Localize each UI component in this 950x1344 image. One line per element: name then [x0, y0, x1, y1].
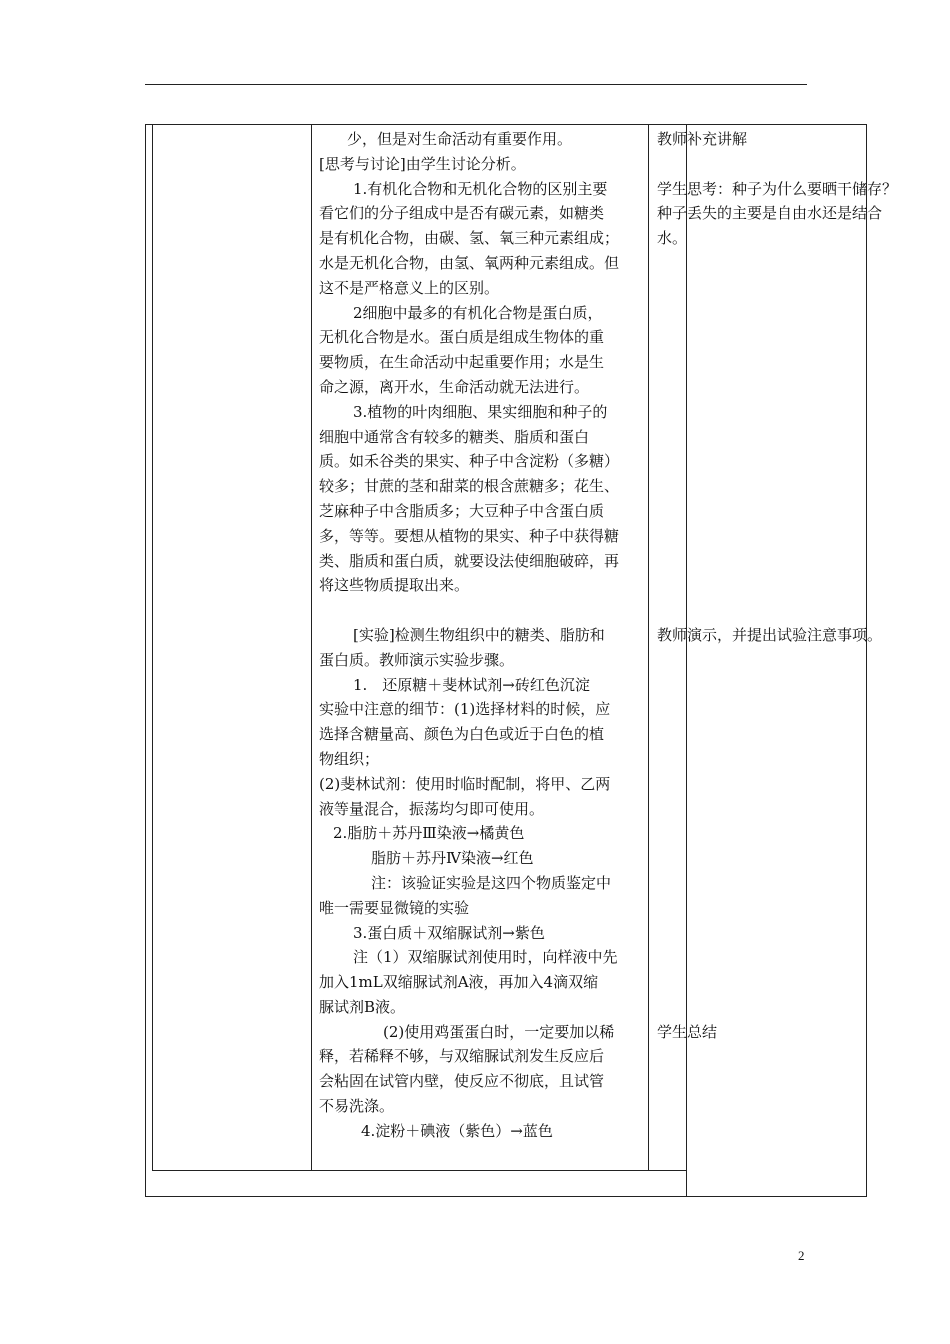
- note-line: [657, 722, 927, 747]
- content-line: 要物质，在生命活动中起重要作用；水是生: [319, 353, 605, 372]
- note-line: [657, 747, 927, 772]
- note-line: [657, 846, 927, 871]
- content-line: 3.蛋白质＋双缩脲试剂→紫色: [353, 923, 545, 942]
- note-line: 水。: [657, 229, 688, 248]
- content-line: 1. 还原糖＋斐林试剂→砖红色沉淀: [353, 675, 590, 694]
- column-divider-2: [648, 124, 649, 1171]
- note-line: [657, 549, 927, 574]
- content-line: 唯一需要显微镜的实验: [319, 898, 470, 917]
- note-line: [657, 474, 927, 499]
- activity-notes-column: [657, 127, 927, 1044]
- content-line: 实验中注意的细节：(1)选择材料的时候，应: [319, 700, 611, 719]
- content-line: 少，但是对生命活动有重要作用。: [347, 130, 573, 148]
- note-line: [657, 871, 927, 896]
- note-line: [657, 697, 927, 722]
- content-line: 命之源，离开水，生命活动就无法进行。: [319, 377, 590, 396]
- content-line: 释，若稀释不够，与双缩脲试剂发生反应后: [319, 1047, 605, 1066]
- note-line: [657, 325, 927, 350]
- content-line: 类、脂质和蛋白质，就要设法使细胞破碎，再: [319, 551, 620, 570]
- content-line: 是有机化合物，由碳、氢、氧三种元素组成；: [319, 229, 620, 248]
- content-line: 加入1mL双缩脲试剂A液，再加入4滴双缩: [319, 973, 599, 992]
- content-line: 液等量混合，振荡均匀即可使用。: [319, 799, 545, 818]
- content-line: 较多；甘蔗的茎和甜菜的根含蔗糖多；花生、: [319, 477, 620, 496]
- note-line: [657, 276, 927, 301]
- content-line: 2.脂肪＋苏丹Ⅲ染液→橘黄色: [333, 824, 525, 843]
- content-line: 不易洗涤。: [319, 1097, 395, 1116]
- note-line: [657, 598, 927, 623]
- note-line: [657, 449, 927, 474]
- note-line: [657, 425, 927, 450]
- column-divider-1: [311, 124, 312, 1171]
- note-line: [657, 301, 927, 326]
- content-line: 脲试剂B液。: [319, 997, 406, 1016]
- note-line: [657, 573, 927, 598]
- note-line: [657, 524, 927, 549]
- note-line: [657, 152, 927, 177]
- note-line: [657, 375, 927, 400]
- header-rule: [145, 84, 807, 85]
- content-line: 选择含糖量高、颜色为白色或近于白色的植: [319, 725, 605, 744]
- content-line: 看它们的分子组成中是否有碳元素，如糖类: [319, 204, 605, 223]
- page-number: 2: [798, 1248, 805, 1263]
- inner-border-bottom: [152, 1170, 687, 1171]
- content-line: 水是无机化合物，由氢、氧两种元素组成。但: [319, 253, 620, 272]
- content-line: 这不是严格意义上的区别。: [319, 278, 500, 297]
- teaching-content-column: [319, 127, 641, 1144]
- note-line: [657, 673, 927, 698]
- note-line: [657, 896, 927, 921]
- note-line: [657, 821, 927, 846]
- note-line: [657, 945, 927, 970]
- content-line: 物组织；: [319, 749, 380, 768]
- content-line: [实验]检测生物组织中的糖类、脂肪和: [353, 625, 605, 644]
- note-line: [657, 970, 927, 995]
- content-line: [思考与讨论]由学生讨论分析。: [319, 154, 526, 173]
- content-line: 1.有机化合物和无机化合物的区别主要: [353, 179, 608, 198]
- note-line: [657, 251, 927, 276]
- note-line: [657, 921, 927, 946]
- note-line: 学生思考：种子为什么要晒干储存？: [657, 179, 898, 198]
- content-line: 3.植物的叶肉细胞、果实细胞和种子的: [353, 402, 608, 421]
- note-line: 教师补充讲解: [657, 130, 748, 148]
- note-line: 学生总结: [657, 1022, 718, 1041]
- content-line: 2细胞中最多的有机化合物是蛋白质，: [353, 303, 603, 322]
- table-border-top: [145, 124, 867, 125]
- note-line: [657, 400, 927, 425]
- note-line: [657, 772, 927, 797]
- table-border-bottom: [145, 1196, 867, 1197]
- note-line: [657, 995, 927, 1020]
- content-line: 4.淀粉＋碘液（紫色）→蓝色: [361, 1121, 553, 1140]
- content-line: 质。如禾谷类的果实、种子中含淀粉（多糖）: [319, 452, 620, 471]
- note-line: 教师演示，并提出试验注意事项。: [657, 625, 883, 644]
- content-line: (2)使用鸡蛋蛋白时，一定要加以稀: [383, 1022, 615, 1041]
- content-line: 蛋白质。教师演示实验步骤。: [319, 650, 515, 669]
- content-line: (2)斐林试剂：使用时临时配制，将甲、乙两: [319, 774, 611, 793]
- content-line: 会粘固在试管内壁，使反应不彻底，且试管: [319, 1072, 605, 1091]
- content-line: 无机化合物是水。蛋白质是组成生物体的重: [319, 328, 605, 347]
- table-border-left: [145, 124, 146, 1197]
- note-line: [657, 499, 927, 524]
- content-line: 脂肪＋苏丹Ⅳ染液→红色: [371, 849, 534, 868]
- inner-border-left: [152, 124, 153, 1171]
- content-line: 注（1）双缩脲试剂使用时，向样液中先: [353, 948, 618, 967]
- content-line: [319, 598, 641, 623]
- content-line: 多，等等。要想从植物的果实、种子中获得糖: [319, 526, 620, 545]
- note-line: 种子丢失的主要是自由水还是结合: [657, 204, 883, 223]
- content-line: 注：该验证实验是这四个物质鉴定中: [371, 873, 612, 892]
- note-line: [657, 350, 927, 375]
- note-line: [657, 648, 927, 673]
- content-line: 芝麻种子中含脂质多；大豆种子中含蛋白质: [319, 501, 605, 520]
- content-line: 将这些物质提取出来。: [319, 576, 470, 595]
- content-line: 细胞中通常含有较多的糖类、脂质和蛋白: [319, 427, 590, 446]
- note-line: [657, 797, 927, 822]
